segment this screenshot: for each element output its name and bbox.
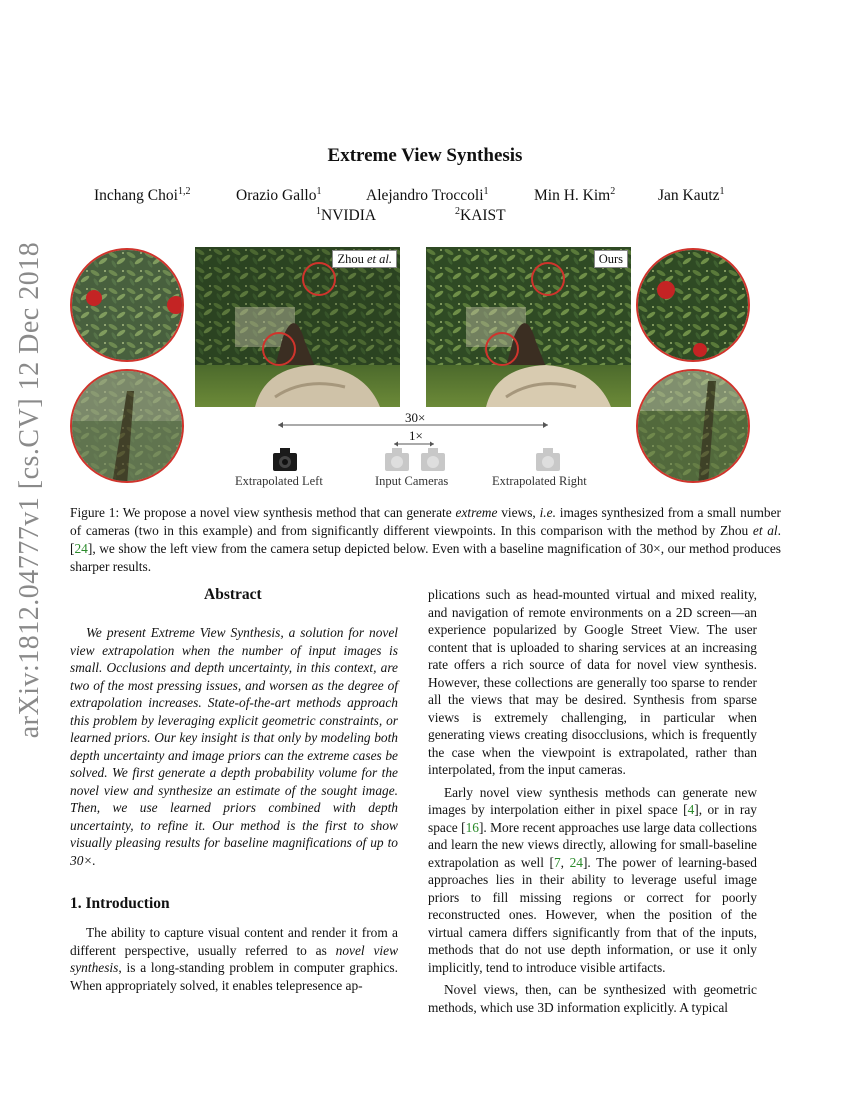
method-tag: Ours <box>594 250 628 268</box>
citation-link[interactable]: 4 <box>687 802 695 817</box>
citation-link[interactable]: 16 <box>465 819 479 835</box>
citation-link[interactable]: 24 <box>569 854 583 870</box>
figure-caption: Figure 1: We propose a novel view synthesis method that can generate extreme views, i.e. images synthesized from a small number of cameras (two in this example) and from significantly different viewpoints. In this comparison with the method by Zhou et al. [24], we show the left view from the camera setup depicted below. Even with a baseline magnification of 30×, our method produces sharper results. <box>70 505 781 574</box>
camera-label-input: Input Cameras <box>375 474 449 488</box>
arxiv-stamp <box>0 241 60 739</box>
camera-label-left: Extrapolated Left <box>235 474 323 488</box>
author: Min H. Kim$^2$ <box>534 186 616 205</box>
zoom-circle-zhou-foliage <box>70 248 184 362</box>
abstract-text: We present Extreme View Synthesis, a solution for novel view extrapolation when the number of input images is small. Occlusions and depth uncertainty, in this context, are two of the most pressing issues, and worsen as the degree of extrapolation increases. State-of-the-art methods approach this problem by leveraging explicit geometric constraints, or learned priors. Our key insight is that only by modeling both depth uncertainty and image priors can the extreme cases be solved. We first generate a depth probability volume for the novel view and synthesize an estimate of the sought image. Then, we use learned priors combined with depth uncertainty, to refine it. Our method is the first to show visually pleasing results for baseline magnifications of up to 30×. <box>70 625 398 868</box>
abstract-heading: Abstract <box>204 586 262 603</box>
camera-icon <box>384 446 410 474</box>
zoom-marker-foliage <box>531 262 565 296</box>
author: Alejandro Troccoli$^1$ <box>366 186 489 205</box>
camera-label-right: Extrapolated Right <box>492 474 587 488</box>
affiliation: $^1$NVIDIA <box>316 206 377 225</box>
camera-icon <box>420 446 446 474</box>
citation-link[interactable]: 24 <box>74 541 88 556</box>
zoom-circle-ours-foliage <box>636 248 750 362</box>
zoom-marker-trunk <box>262 332 296 366</box>
zoom-circle-ours-trunk <box>636 369 750 483</box>
zoom-marker-foliage <box>302 262 336 296</box>
citation-link[interactable]: 7 <box>553 854 561 870</box>
baseline-narrow-label: 1× <box>409 428 423 443</box>
arxiv-id: arXiv:1812.04777v1 [cs.CV] 12 Dec 2018 <box>14 241 45 739</box>
baseline-wide-label: 30× <box>405 410 426 425</box>
author: Inchang Choi$^{1,2}$ <box>94 186 191 205</box>
camera-icon <box>535 446 561 474</box>
intro-paragraph: The ability to capture visual content and render it from a different perspective, usually referred to as novel view synthesis, is a long-standing problem in computer graphics. When appropriately solved, it enables telepresence ap- <box>70 925 399 993</box>
ours-result-image <box>426 247 631 407</box>
section-heading: 1. Introduction <box>70 895 170 912</box>
paper-title: Extreme View Synthesis <box>327 145 523 166</box>
paragraph: Early novel view synthesis methods can generate new images by interpolation either in pixel space [4], or in ray space [16]. More recent approaches use large data collections and learn the new views directly, allowing for small-baseline extrapolation as well [7, 24]. The power of learning-based approaches lies in their ability to leverage useful image priors to fill missing regions or correct for poorly reconstructed ones. However, when the position of the virtual camera differs significantly from that of the inputs, methods that do not use depth information, or use it only implicitly, tend to introduce visible artifacts. <box>428 784 758 975</box>
author: Jan Kautz$^1$ <box>658 186 725 205</box>
zoom-circle-zhou-trunk <box>70 369 184 483</box>
author: Orazio Gallo$^1$ <box>236 186 322 205</box>
paragraph: Novel views, then, can be synthesized with geometric methods, which use 3D information explicitly. A typical <box>428 982 757 1015</box>
paragraph: plications such as head-mounted virtual and mixed reality, and navigation of remote environments on a 2D screen—an experience popularized by Google Street View. The user content that is uploaded to sharing services at an increasing rate offers a rich source of data for novel view synthesis. However, these collections are generally too sparse to render all the views that may be desired. Synthesis from sparse views is extremely challenging, in particular when generating views creating disocclusions, which is frequently the case when the viewpoint is extrapolated, rather than interpolated, from the input cameras. <box>428 587 757 777</box>
zhou-result-image <box>195 247 400 407</box>
method-tag: Zhou et al. <box>332 250 397 268</box>
affiliation: $^2$KAIST <box>455 206 506 225</box>
right-column <box>428 586 757 1016</box>
zoom-marker-trunk <box>485 332 519 366</box>
camera-icon <box>272 446 298 474</box>
